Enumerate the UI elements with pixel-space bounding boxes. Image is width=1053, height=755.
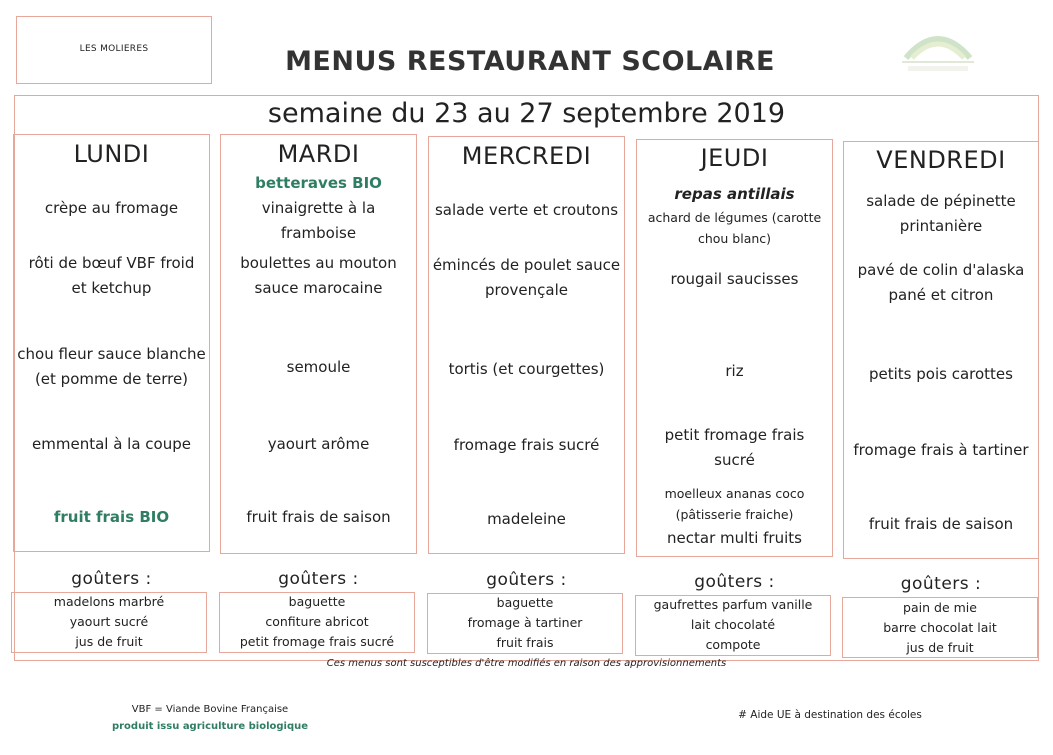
menu-item: pavé de colin d'alaska	[857, 261, 1025, 279]
menu-item: et ketchup	[71, 279, 152, 297]
gouters-label-mardi: goûters :	[278, 569, 359, 589]
snack-item: madelons marbré	[53, 594, 165, 609]
menu-item: rôti de bœuf VBF froid	[28, 254, 195, 272]
day-label-mardi: MARDI	[277, 140, 360, 168]
snack-item: jus de fruit	[75, 634, 143, 649]
menu-item-bio: fruit frais BIO	[53, 508, 170, 526]
menu-item: (et pomme de terre)	[34, 370, 189, 388]
menu-item: salade de pépinette	[866, 192, 1016, 210]
gouters-label-lundi: goûters :	[71, 569, 152, 589]
legend-bio: produit issu agriculture biologique	[111, 721, 309, 732]
menu-item: (pâtisserie fraiche)	[675, 507, 794, 522]
snack-item: gaufrettes parfum vanille	[653, 597, 813, 612]
menu-item: printanière	[899, 217, 983, 235]
menu-item: achard de légumes (carotte	[647, 210, 822, 225]
menu-item: riz	[725, 362, 744, 380]
menu-item: pané et citron	[888, 286, 994, 304]
menu-item: chou fleur sauce blanche	[17, 345, 206, 363]
menu-item: provençale	[485, 281, 568, 299]
menu-item: fromage frais à tartiner	[853, 441, 1029, 459]
snack-item: yaourt sucré	[69, 614, 149, 629]
menu-item: yaourt arôme	[267, 435, 370, 453]
snack-item: compote	[705, 637, 761, 652]
snack-item: baguette	[288, 594, 346, 609]
menu-item: moelleux ananas coco	[664, 486, 805, 501]
day-label-lundi: LUNDI	[73, 140, 150, 168]
menu-item: chou blanc)	[697, 231, 772, 246]
snack-item: pain de mie	[903, 600, 977, 615]
menu-item: nectar multi fruits	[667, 529, 802, 547]
snack-item: petit fromage frais sucré	[239, 634, 395, 649]
menu-item: sauce marocaine	[254, 279, 383, 297]
menu-notice: Ces menus sont susceptibles d'être modifiés en raison des approvisionnements	[326, 658, 727, 669]
gouters-label-jeudi: goûters :	[694, 572, 775, 592]
snack-item: fruit frais	[496, 635, 554, 650]
menu-item: fruit frais de saison	[246, 508, 391, 526]
snack-item: confiture abricot	[265, 614, 369, 629]
menu-item: petits pois carottes	[869, 365, 1013, 383]
menu-item: tortis (et courgettes)	[448, 360, 605, 378]
day-label-jeudi: JEUDI	[700, 144, 769, 172]
school-name: LES MOLIERES	[79, 44, 149, 54]
day-label-mercredi: MERCREDI	[461, 142, 592, 170]
logo-icon	[898, 18, 978, 78]
menu-item-theme: repas antillais	[674, 185, 795, 203]
menu-item: crèpe au fromage	[44, 199, 179, 217]
week-title: semaine du 23 au 27 septembre 2019	[267, 98, 786, 129]
legend-ue: # Aide UE à destination des écoles	[738, 709, 922, 721]
menu-item: fromage frais sucré	[453, 436, 600, 454]
menu-item: framboise	[280, 224, 357, 242]
menu-item: émincés de poulet sauce	[432, 256, 621, 274]
page-title: MENUS RESTAURANT SCOLAIRE	[285, 46, 775, 77]
legend-vbf: VBF = Viande Bovine Française	[131, 704, 289, 715]
menu-item-bio: betteraves BIO	[255, 174, 382, 192]
snack-item: barre chocolat lait	[883, 620, 997, 635]
menu-item: petit fromage frais	[664, 426, 805, 444]
menu-item: semoule	[286, 358, 351, 376]
menu-item: rougail saucisses	[670, 270, 799, 288]
snack-item: lait chocolaté	[690, 617, 776, 632]
gouters-label-mercredi: goûters :	[486, 570, 567, 590]
snack-item: baguette	[496, 595, 554, 610]
menu-item: sucré	[714, 451, 755, 469]
menu-item: madeleine	[487, 510, 566, 528]
menu-item: emmental à la coupe	[32, 435, 191, 453]
menu-item: salade verte et croutons	[434, 201, 619, 219]
day-label-vendredi: VENDREDI	[876, 146, 1006, 174]
gouters-label-vendredi: goûters :	[900, 574, 982, 594]
snack-item: fromage à tartiner	[467, 615, 583, 630]
menu-item: vinaigrette à la	[261, 199, 376, 217]
menu-item: fruit frais de saison	[868, 515, 1014, 533]
snack-item: jus de fruit	[906, 640, 974, 655]
menu-item: boulettes au mouton	[240, 254, 397, 272]
